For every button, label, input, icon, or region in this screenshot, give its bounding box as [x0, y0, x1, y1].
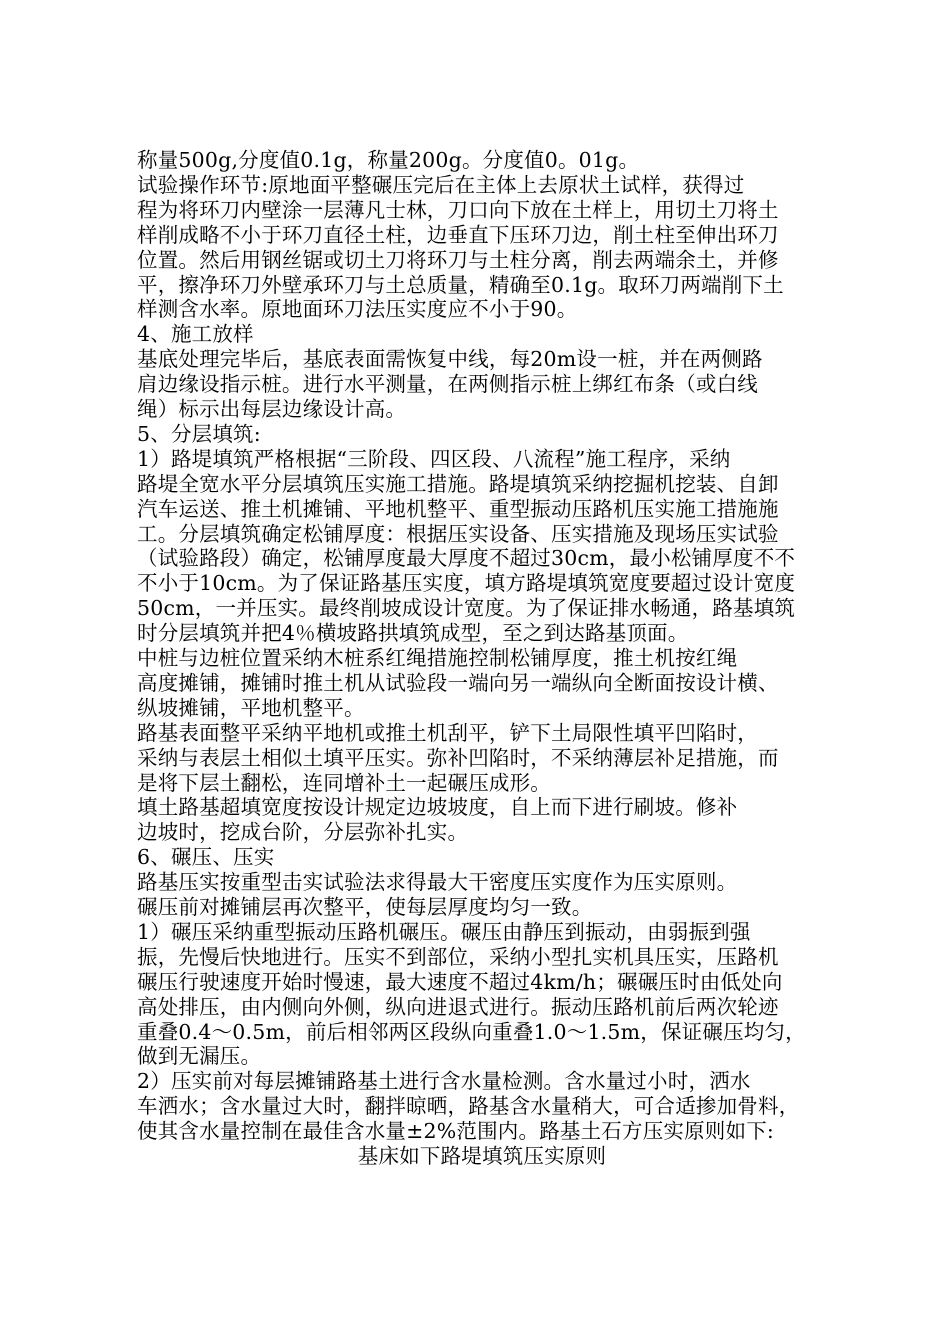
text-line: 是将下层土翻松，连同增补土一起碾压成形。	[137, 770, 551, 795]
text-line: 填土路基超填宽度按设计规定边坡坡度，自上而下进行刷坡。修补	[137, 795, 738, 820]
table-title: 基床如下路堤填筑压实原则	[357, 1144, 607, 1168]
text-line: 试验操作环节:原地面平整碾压完后在主体上去原状土试样，获得过	[137, 172, 745, 197]
text-line: 平，擦净环刀外壁承环刀与土总质量，精确至0.1g。取环刀两端削下土	[137, 272, 784, 297]
text-line: 路堤全宽水平分层填筑压实施工措施。路堤填筑采纳挖掘机挖装、自卸	[137, 471, 779, 496]
text-line: 边坡时，挖成台阶，分层弥补扎实。	[137, 820, 469, 845]
text-line: 2）压实前对每层摊铺路基土进行含水量检测。含水量过小时，洒水	[137, 1069, 751, 1094]
text-line: （试验路段）确定，松铺厚度最大厚度不超过30cm，最小松铺厚度不不	[137, 546, 796, 571]
text-line: 高度摊铺，摊铺时推土机从试验段一端向另一端纵向全断面按设计横、	[137, 670, 779, 695]
text-line: 路基表面整平采纳平地机或推土机刮平，铲下土局限性填平凹陷时，	[137, 720, 758, 745]
text-line: 称量500g,分度值0.1g，称量200g。分度值0。01g。	[137, 148, 640, 172]
text-line: 基底处理完毕后，基底表面需恢复中线，每20m设一桩，并在两侧路	[137, 347, 763, 372]
text-line: 路基压实按重型击实试验法求得最大干密度压实度作为压实原则。	[137, 870, 738, 895]
text-line: 不小于10cm。为了保证路基压实度，填方路堤填筑宽度要超过设计宽度	[137, 571, 796, 596]
text-line: 车洒水；含水量过大时，翻拌晾晒，路基含水量稍大，可合适掺加骨料，	[137, 1094, 800, 1119]
text-line: 工。分层填筑确定松铺厚度：根据压实设备、压实措施及现场压实试验	[137, 521, 779, 546]
text-line: 使其含水量控制在最佳含水量±2%范围内。路基土石方压实原则如下:	[137, 1119, 775, 1144]
text-line: 1）碾压采纳重型振动压路机碾压。碾压由静压到振动，由弱振到强	[137, 919, 751, 944]
text-line: 50cm，一并压实。最终削坡成设计宽度。为了保证排水畅通，路基填筑	[137, 596, 796, 621]
text-line: 高处排压，由内侧向外侧，纵向进退式进行。振动压路机前后两次轮迹	[137, 994, 779, 1019]
text-line: 6、碾压、压实	[137, 845, 275, 870]
text-line: 汽车运送、推土机摊铺、平地机整平、重型振动压路机压实施工措施施	[137, 496, 779, 521]
text-line: 振，先慢后快地进行。压实不到部位，采纳小型扎实机具压实，压路机	[137, 944, 779, 969]
text-line: 样削成略不小于环刀直径土柱，边垂直下压环刀边，削土柱至伸出环刀	[137, 222, 779, 247]
text-line: 1）路堤填筑严格根据“三阶段、四区段、八流程”施工程序，采纳	[137, 446, 731, 471]
text-line: 5、分层填筑:	[137, 421, 261, 446]
text-line: 时分层填筑并把4％横坡路拱填筑成型，至之到达路基顶面。	[137, 621, 689, 646]
text-line: 重叠0.4～0.5m，前后相邻两区段纵向重叠1.0～1.5m，保证碾压均匀，	[137, 1019, 806, 1044]
text-line: 4、施工放样	[137, 322, 254, 347]
text-line: 碾压行驶速度开始时慢速，最大速度不超过4km/h；碾碾压时由低处向	[137, 969, 783, 994]
text-line: 肩边缘设指示桩。进行水平测量，在两侧指示桩上绑红布条（或白线	[137, 372, 758, 397]
text-line: 纵坡摊铺，平地机整平。	[137, 695, 365, 720]
text-line: 程为将环刀内壁涂一层薄凡士林，刀口向下放在土样上，用切土刀将土	[137, 197, 779, 222]
text-line: 绳）标示出每层边缘设计高。	[137, 397, 407, 421]
text-line: 样测含水率。原地面环刀法压实度应不小于90。	[137, 297, 578, 322]
text-line: 位置。然后用钢丝锯或切土刀将环刀与土柱分离，削去两端余土，并修	[137, 247, 779, 272]
text-line: 采纳与表层土相似土填平压实。弥补凹陷时，不采纳薄层补足措施，而	[137, 745, 779, 770]
text-line: 中桩与边桩位置采纳木桩系红绳措施控制松铺厚度，推土机按红绳	[137, 646, 738, 670]
text-line: 碾压前对摊铺层再次整平，使每层厚度均匀一致。	[137, 895, 593, 919]
text-line: 做到无漏压。	[137, 1044, 262, 1069]
